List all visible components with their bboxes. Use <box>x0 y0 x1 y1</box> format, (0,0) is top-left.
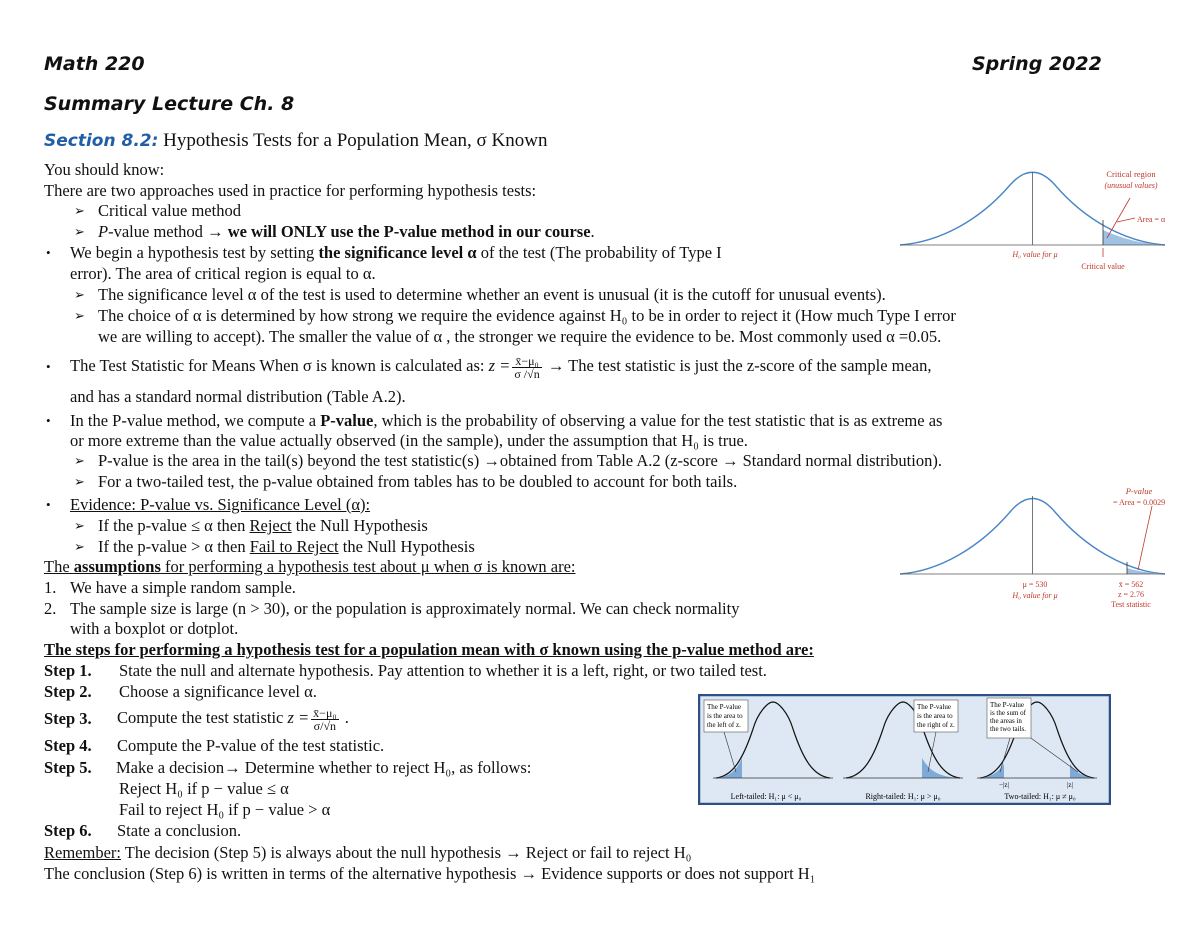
two-note-3: the areas in <box>990 717 1022 725</box>
step-6-text: State a conclusion. <box>117 821 242 840</box>
assumption-num-2: 2. <box>44 599 57 618</box>
s3-z: z = <box>287 708 310 727</box>
significance-sub-1: The significance level α of the test is used to determine whether an event is unusual (it is the cutoff for unusual events). <box>98 285 886 304</box>
ts-z: z = <box>488 356 511 375</box>
step-3-text <box>117 701 349 735</box>
ts-numerator: x̄−μ₀ <box>512 355 541 368</box>
arrow-marker: ➢ <box>74 203 85 218</box>
method-pvalue <box>98 222 595 242</box>
method-pvalue-text: -value method → <box>108 222 228 241</box>
right-note-3: the right of z. <box>917 721 955 729</box>
arrow-marker: ➢ <box>74 308 85 323</box>
step-4-label: Step 4. <box>44 736 92 755</box>
as-a: The <box>44 557 74 576</box>
conclusion-line: The conclusion (Step 6) is written in terms of the alternative hypothesis → Evidence supports or does not support H₁ <box>44 864 816 883</box>
as-bold: assumptions <box>73 557 161 576</box>
pvalue-sub-1: P-value is the area in the tail(s) beyond the test statistic(s) →obtained from Table A.2 (z-score → Standard normal distribution). <box>98 451 942 470</box>
pvalue-line-1 <box>70 411 942 431</box>
xbar-label: x̄ = 562 <box>1118 580 1144 589</box>
remember-text: The decision (Step 5) is always about the null hypothesis → Reject or fail to reject H₀ <box>120 843 692 862</box>
area-alpha-label: Area = α <box>1137 215 1166 224</box>
arrow-marker: ➢ <box>74 539 85 554</box>
ts-text-a: The Test Statistic for Means When σ is known is calculated as: <box>70 356 489 375</box>
left-note-1: The P-value <box>707 703 742 711</box>
neg-z-label: −|z| <box>999 781 1009 789</box>
remember-label: Remember: <box>44 843 121 862</box>
significance-sub-2: The choice of α is determined by how strong we require the evidence against H₀ to be in order to reject it (How much Type I error <box>98 306 956 325</box>
step-5-fail: Fail to reject H₀ if p − value > α <box>119 800 331 819</box>
two-note-2: is the sum of <box>990 709 1026 717</box>
as-c: for performing a hypothesis test about μ when σ is known are: <box>160 557 576 576</box>
significance-line-2: error). The area of critical region is equal to α. <box>70 264 376 283</box>
pvalue-sub-2: For a two-tailed test, the p-value obtained from tables has to be doubled to account for both tails. <box>98 472 738 491</box>
section-label: Section 8.2: <box>44 131 159 151</box>
ts-text-b: → The test statistic is just the z-score of the sample mean, <box>543 356 932 375</box>
ts-denominator: σ /√n <box>514 366 540 381</box>
section-title: Hypothesis Tests for a Population Mean, σ Known <box>163 130 548 151</box>
remember-line <box>44 843 691 863</box>
step-5-reject: Reject H₀ if p − value ≤ α <box>119 779 289 798</box>
method-pvalue-end: . <box>590 222 595 241</box>
s3-denominator: σ/√n <box>313 718 337 733</box>
step-5-label: Step 5. <box>44 758 92 777</box>
two-note-1: The P-value <box>990 701 1025 709</box>
critical-region-shade <box>1103 230 1165 245</box>
assumption-2-cont: with a boxplot or dotplot. <box>70 619 239 638</box>
method-critical: Critical value method <box>98 201 241 220</box>
sig-text-a: We begin a hypothesis test by setting <box>70 243 319 262</box>
term-label: Spring 2022 <box>972 53 1102 75</box>
two-note-4: the two tails. <box>990 725 1026 733</box>
tail-types-figure <box>698 694 1111 805</box>
pos-z-label: |z| <box>1067 781 1073 789</box>
h0-value-label: H₀ value for μ <box>1012 591 1058 600</box>
right-note-1: The P-value <box>917 703 952 711</box>
approaches-line: There are two approaches used in practice for performing hypothesis tests: <box>44 181 537 200</box>
critical-region-pointer <box>1107 198 1130 238</box>
test-statistic-label: Test statistic <box>1111 600 1151 609</box>
test-statistic-line <box>70 350 932 382</box>
pv-text-c: , which is the probability of observing a value for the test statistic that is as extreme as <box>373 411 943 430</box>
lecture-subtitle: Summary Lecture Ch. 8 <box>44 93 295 115</box>
pvalue-pointer <box>1138 506 1152 570</box>
step-1-text: State the null and alternate hypothesis. Pay attention to whether it is a left, right, or two tailed test. <box>119 661 767 680</box>
pvalue-area-label: = Area = 0.0029 <box>1112 498 1166 507</box>
significance-sub-3: we are willing to accept). The smaller the value of α , the stronger we require the evidence to be. Most commonly used α =0.05. <box>98 327 942 346</box>
steps-title: The steps for performing a hypothesis test for a population mean with σ known using the p-value method are: <box>44 640 814 659</box>
pvalue-line-2: or more extreme than the value actually observed (in the sample), under the assumption that H₀ is true. <box>70 431 748 450</box>
test-statistic-line-2: and has a standard normal distribution (Table A.2). <box>70 387 406 406</box>
arrow-marker: ➢ <box>74 453 85 468</box>
section-heading <box>44 130 547 152</box>
right-note-2: is the area to <box>917 712 953 720</box>
evidence-reject <box>98 516 428 536</box>
z-label: z = 2.76 <box>1117 590 1145 599</box>
arrow-marker: ➢ <box>74 474 85 489</box>
assumptions-title <box>44 557 575 577</box>
unusual-values-label: (unusual values) <box>1104 181 1158 190</box>
area-pointer <box>1117 218 1135 222</box>
step-5-text: Make a decision→ Determine whether to reject H₀, as follows: <box>116 758 532 777</box>
s3-numerator: x̄−μ₀ <box>313 705 337 720</box>
bullet-marker: • <box>46 413 51 428</box>
assumption-num-1: 1. <box>44 578 57 597</box>
sig-text-c: of the test (The probability of Type I <box>476 243 722 262</box>
step-2-label: Step 2. <box>44 682 92 701</box>
left-note-3: the left of z. <box>707 721 741 729</box>
critical-value-label: Critical value <box>1081 262 1125 271</box>
significance-line-1 <box>70 243 722 263</box>
step-2-text: Choose a significance level α. <box>119 682 317 701</box>
ts-fraction <box>512 355 541 380</box>
s3-text: Compute the test statistic <box>117 708 288 727</box>
step-4-text: Compute the P-value of the test statistic. <box>117 736 385 755</box>
bullet-marker: • <box>46 245 51 260</box>
s3-end: . <box>340 708 349 727</box>
course-title: Math 220 <box>44 53 145 75</box>
step-6-label: Step 6. <box>44 821 92 840</box>
know-line: You should know: <box>44 160 165 179</box>
critical-region-label: Critical region <box>1106 169 1156 179</box>
p-italic: P <box>98 222 109 241</box>
sig-bold: the significance level α <box>318 243 477 262</box>
two-caption: Two-tailed: H₁: μ ≠ μ₀ <box>1004 792 1076 801</box>
ev-r2a: If the p-value > α then <box>98 537 250 556</box>
h0-value-label: H₀ value for μ <box>1012 250 1058 259</box>
assumption-2: The sample size is large (n > 30), or the population is approximately normal. We can check normality <box>70 599 740 618</box>
ev-r2c: the Null Hypothesis <box>338 537 475 556</box>
pvalue-example-figure <box>895 482 1170 614</box>
arrow-marker: ➢ <box>74 224 85 239</box>
s3-fraction <box>311 707 338 732</box>
evidence-title: Evidence: P-value vs. Significance Level (α): <box>70 495 371 514</box>
ev-r1c: the Null Hypothesis <box>291 516 428 535</box>
arrow-marker: ➢ <box>74 287 85 302</box>
left-note-2: is the area to <box>707 712 743 720</box>
step-1-label: Step 1. <box>44 661 92 680</box>
bullet-marker: • <box>46 359 51 374</box>
left-caption: Left-tailed: H₁: μ < μ₀ <box>730 792 802 801</box>
arrow-marker: ➢ <box>74 518 85 533</box>
critical-region-figure <box>895 160 1170 275</box>
bullet-marker: • <box>46 497 51 512</box>
mu-label: μ = 530 <box>1022 580 1048 589</box>
ev-fail-to-reject: Fail to Reject <box>249 537 339 556</box>
assumption-1: We have a simple random sample. <box>70 578 296 597</box>
pv-bold: P-value <box>320 411 374 430</box>
ev-r1a: If the p-value ≤ α then <box>98 516 250 535</box>
evidence-fail <box>98 537 475 557</box>
pv-text-a: In the P-value method, we compute a <box>70 411 321 430</box>
step-3-label: Step 3. <box>44 709 92 728</box>
method-pvalue-bold: we will ONLY use the P-value method in our course <box>227 222 591 241</box>
right-caption: Right-tailed: H₁: μ > μ₀ <box>865 792 941 801</box>
pvalue-label: P-value <box>1125 486 1153 496</box>
ev-reject: Reject <box>249 516 292 535</box>
